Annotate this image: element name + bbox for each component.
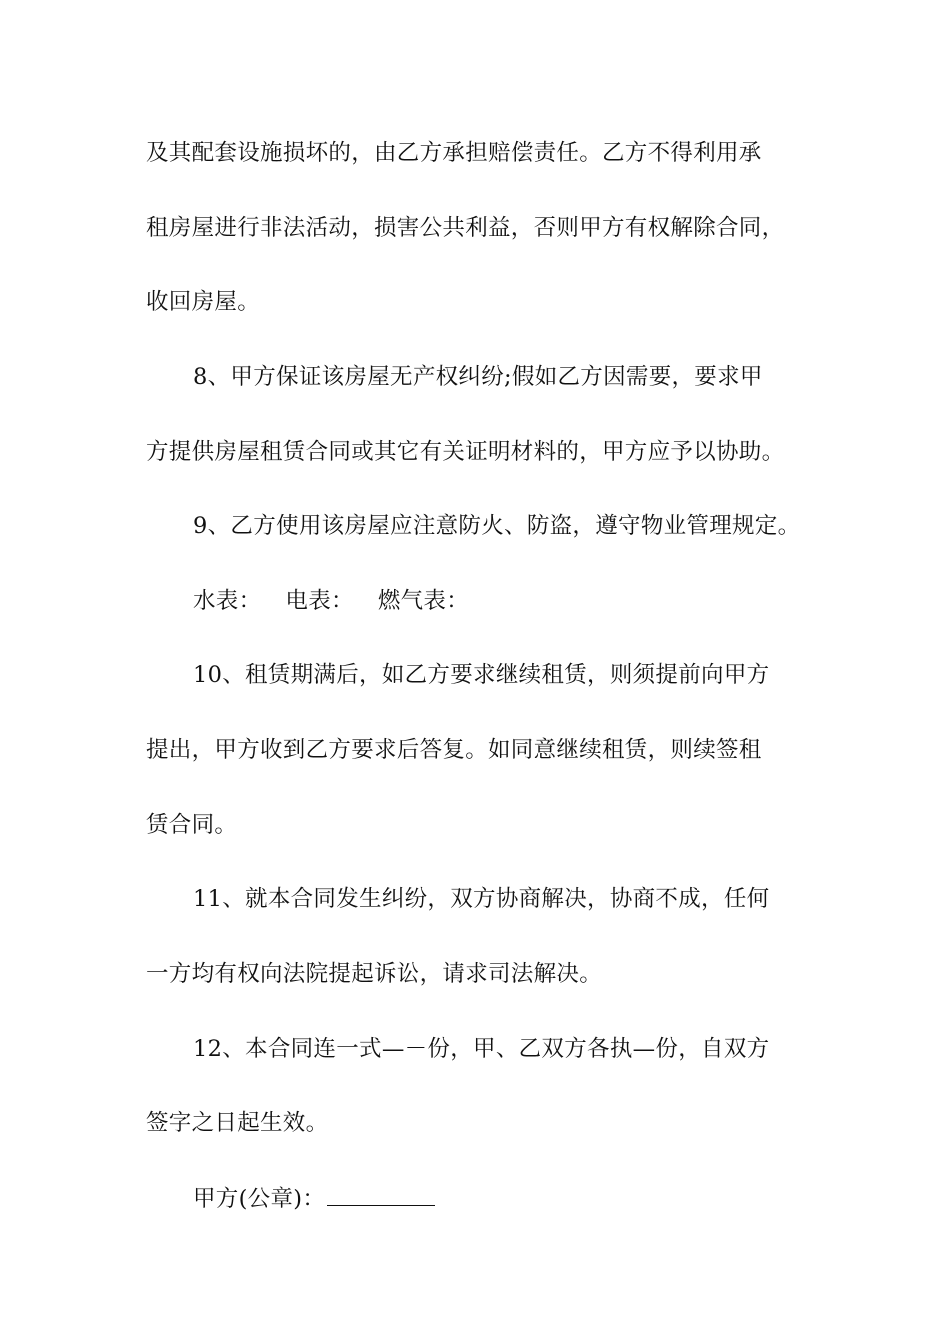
clause-8-line-2: 方提供房屋租赁合同或其它有关证明材料的，甲方应予以协助。 — [146, 439, 785, 465]
water-meter-label: 水表： — [193, 588, 262, 614]
clause-10-line-1: 10、租赁期满后，如乙方要求继续租赁，则须提前向甲方 — [193, 662, 770, 688]
clause-12-line-2: 签字之日起生效。 — [146, 1110, 329, 1136]
party-a-signature-blank — [327, 1183, 435, 1206]
clause-10-line-3: 赁合同。 — [146, 812, 238, 838]
clause-7-line-3: 收回房屋。 — [146, 289, 261, 315]
party-a-signature-line — [193, 1183, 435, 1214]
clause-7-line-2: 租房屋进行非法活动，损害公共利益，否则甲方有权解除合同， — [146, 215, 785, 241]
clause-7-line-1: 及其配套设施损坏的，由乙方承担赔偿责任。乙方不得利用承 — [146, 140, 762, 166]
clause-11-line-2: 一方均有权向法院提起诉讼，请求司法解决。 — [146, 961, 603, 987]
clause-10-line-2: 提出，甲方收到乙方要求后答复。如同意继续租赁，则续签租 — [146, 737, 762, 763]
meter-readings — [193, 586, 469, 616]
clause-8-line-1: 8、甲方保证该房屋无产权纠纷;假如乙方因需要，要求甲 — [193, 364, 763, 390]
clause-11-line-1: 11、就本合同发生纠纷，双方协商解决，协商不成，任何 — [193, 886, 770, 912]
gas-meter-label: 燃气表： — [377, 588, 470, 614]
clause-12-line-1: 12、本合同连一式—－份，甲、乙双方各执—份，自双方 — [193, 1036, 770, 1062]
electric-meter-label: 电表： — [285, 588, 354, 614]
clause-9-line-1: 9、乙方使用该房屋应注意防火、防盗，遵守物业管理规定。 — [193, 513, 801, 539]
party-a-label: 甲方(公章)： — [193, 1186, 326, 1212]
